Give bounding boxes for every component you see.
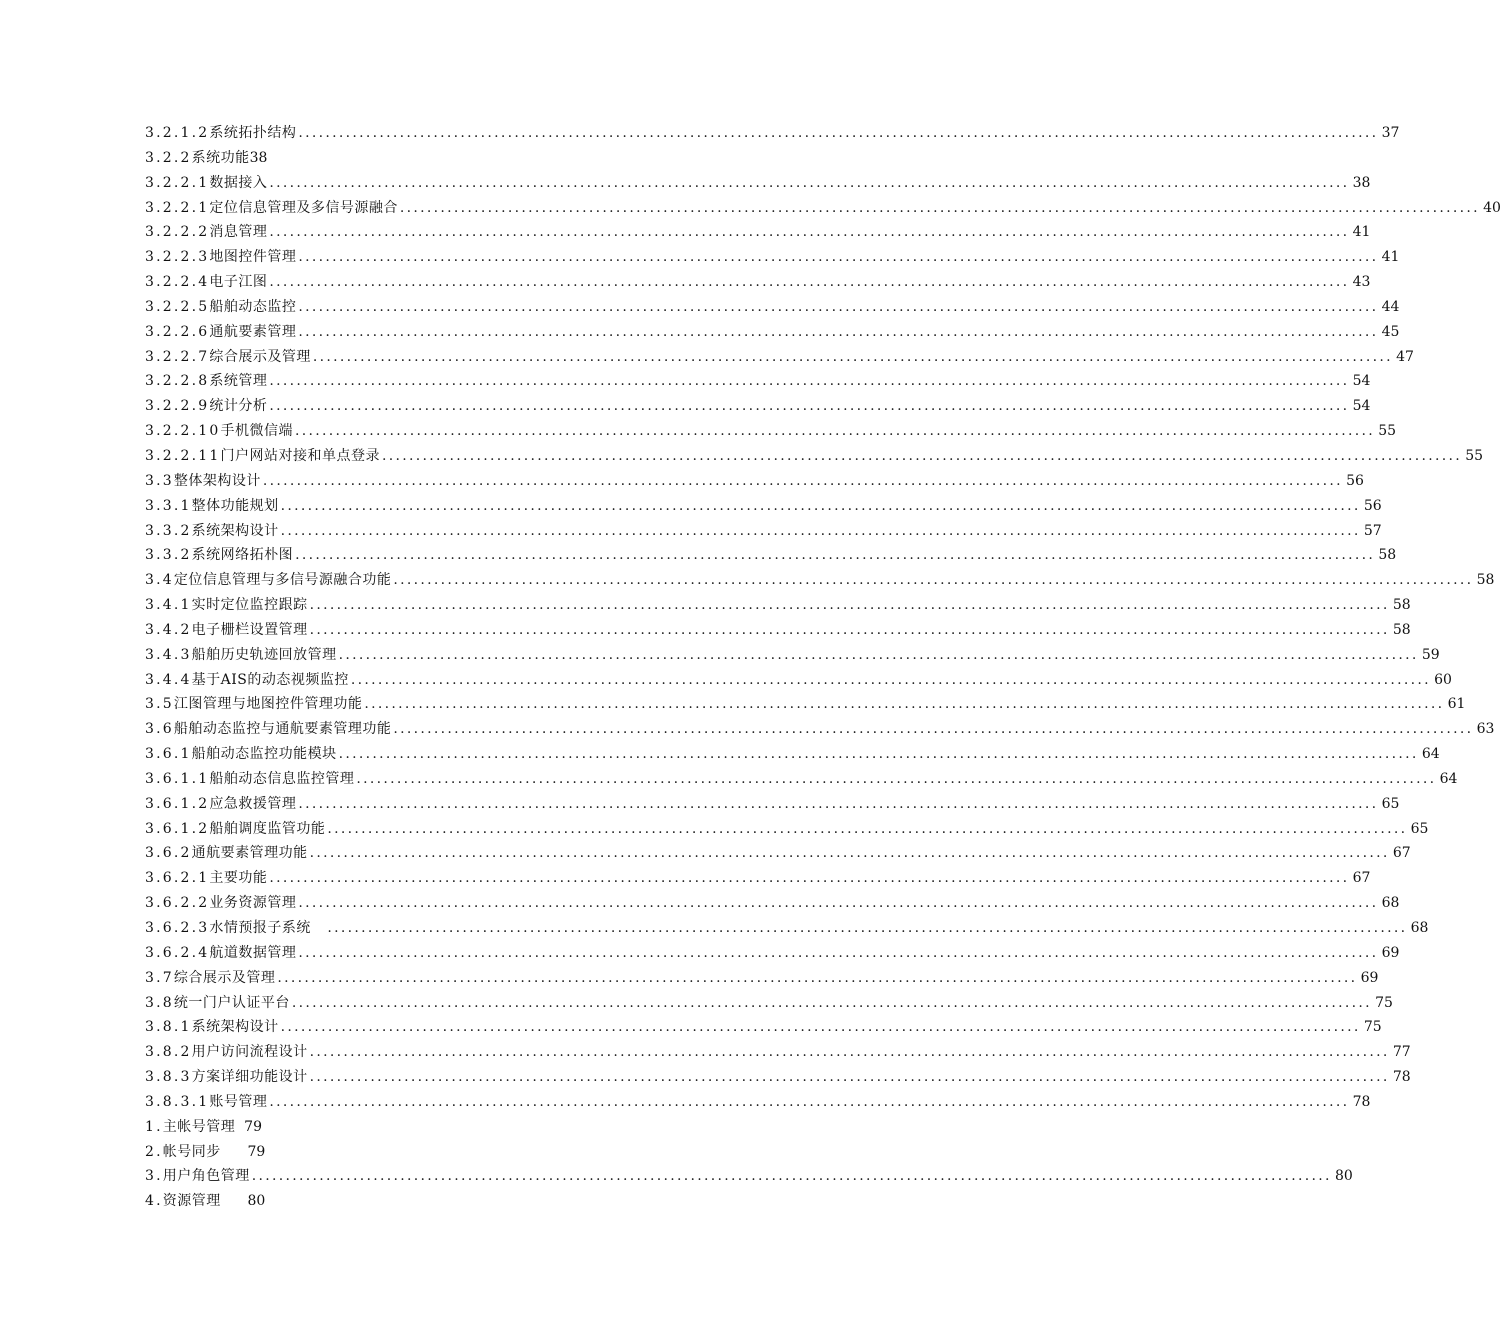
toc-entry[interactable] xyxy=(145,991,1393,1016)
toc-entry-number: 3.3.2 xyxy=(145,522,192,539)
toc-entry-page: 79 xyxy=(244,1118,262,1135)
toc-entry-title: 船舶动态监控 xyxy=(209,298,297,315)
toc-dot-leader: ................................................................................................................................................................ xyxy=(280,522,1361,539)
toc-entry-title: 航道数据管理 xyxy=(209,944,297,961)
toc-entry[interactable] xyxy=(145,469,1364,494)
toc-entry-page: 44 xyxy=(1381,298,1400,315)
toc-entry-title: 整体架构设计 xyxy=(173,472,261,489)
toc-dot-leader: ................................................................................................................................................................ xyxy=(298,125,1379,141)
toc-entry-number: 3.8.1 xyxy=(145,1019,192,1036)
toc-entry-page: 38 xyxy=(249,149,268,166)
toc-entry-number: 3.2.2.2 xyxy=(145,224,210,241)
toc-entry-page: 56 xyxy=(1363,497,1382,514)
toc-dot-leader: ................................................................................................................................................................ xyxy=(309,621,1390,638)
toc-entry-number: 3.2.2 xyxy=(145,149,192,166)
toc-entry-number: 3.6 xyxy=(145,721,174,738)
toc-entry-title: 方案详细功能设计 xyxy=(191,1069,308,1086)
toc-entry-title: 统计分析 xyxy=(209,398,268,415)
table-of-contents xyxy=(145,121,1501,1214)
toc-entry-page: 75 xyxy=(1363,1019,1382,1036)
toc-dot-leader: ................................................................................................................................................................ xyxy=(262,472,1343,489)
toc-dot-leader: ................................................................................................................................................................ xyxy=(269,870,1350,887)
toc-dot-leader: ................................................................................................................................................................ xyxy=(280,497,1361,514)
toc-dot-leader: ................................................................................................................................................................ xyxy=(364,696,1445,713)
toc-entry-title: 主要功能 xyxy=(209,870,268,887)
toc-entry-page: 57 xyxy=(1363,522,1382,539)
toc-entry-page: 43 xyxy=(1352,274,1371,291)
toc-entry-title: 业务资源管理 xyxy=(209,895,297,912)
toc-entry-title: 手机微信端 xyxy=(220,423,293,440)
toc-entry-gap xyxy=(221,1140,248,1165)
toc-entry[interactable] xyxy=(145,1164,1353,1189)
toc-entry-title: 船舶动态信息监控管理 xyxy=(209,770,355,787)
toc-entry-number: 3.8.2 xyxy=(145,1044,192,1061)
toc-entry-page: 60 xyxy=(1434,671,1452,688)
toc-entry-number: 3.4.4 xyxy=(145,671,192,688)
toc-entry-page: 47 xyxy=(1396,348,1414,365)
toc-dot-leader: ................................................................................................................................................................ xyxy=(393,572,1474,589)
toc-entry[interactable] xyxy=(145,345,1414,370)
toc-entry[interactable] xyxy=(145,742,1440,767)
toc-entry-number: 3.2.2.9 xyxy=(145,398,210,415)
toc-dot-leader: ................................................................................................................................................................ xyxy=(298,795,1379,812)
toc-entry[interactable] xyxy=(145,369,1371,394)
toc-entry[interactable] xyxy=(145,866,1371,891)
toc-dot-leader: ................................................................................................................................................................ xyxy=(251,1168,1332,1185)
toc-entry-title: 消息管理 xyxy=(209,224,268,241)
toc-entry-page: 61 xyxy=(1447,696,1466,713)
toc-dot-leader: ................................................................................................................................................................ xyxy=(393,721,1474,738)
toc-entry-title: 定位信息管理及多信号源融合 xyxy=(209,199,398,216)
toc-entry[interactable] xyxy=(145,270,1371,295)
toc-entry[interactable] xyxy=(145,320,1400,345)
toc-entry-title: 通航要素管理 xyxy=(209,323,297,340)
toc-entry-number: 3.2.2.8 xyxy=(145,373,210,390)
toc-entry-page: 54 xyxy=(1352,373,1371,390)
toc-entry-page: 37 xyxy=(1381,125,1400,141)
toc-entry-number: 2. xyxy=(145,1143,163,1160)
toc-entry-page: 58 xyxy=(1476,572,1495,589)
toc-dot-leader: ................................................................................................................................................................ xyxy=(269,398,1350,415)
toc-entry[interactable] xyxy=(145,941,1400,966)
toc-entry-number: 3.5 xyxy=(145,696,174,713)
toc-entry-page: 54 xyxy=(1352,398,1371,415)
toc-entry[interactable] xyxy=(145,717,1495,742)
toc-entry-title: 门户网站对接和单点登录 xyxy=(220,447,380,464)
toc-dot-leader: ................................................................................................................................................................ xyxy=(269,174,1350,191)
toc-dot-leader: ................................................................................................................................................................ xyxy=(350,671,1431,688)
toc-entry-page: 64 xyxy=(1439,770,1458,787)
toc-entry[interactable] xyxy=(145,220,1371,245)
toc-entry-number: 3.4.3 xyxy=(145,646,192,663)
toc-entry-number: 3.8 xyxy=(145,994,174,1011)
toc-entry-page: 45 xyxy=(1381,323,1400,340)
toc-entry[interactable] xyxy=(145,618,1411,643)
toc-entry[interactable] xyxy=(145,121,1400,146)
toc-dot-leader: ................................................................................................................................................................ xyxy=(309,845,1390,862)
toc-entry-title: 船舶历史轨迹回放管理 xyxy=(191,646,337,663)
toc-dot-leader: ................................................................................................................................................................ xyxy=(269,373,1350,390)
toc-entry-title: 实时定位监控跟踪 xyxy=(191,597,308,614)
toc-entry-number: 3.6.2 xyxy=(145,845,192,862)
toc-entry[interactable] xyxy=(145,196,1501,221)
toc-entry-title: 船舶动态监控功能模块 xyxy=(191,746,337,763)
toc-entry[interactable] xyxy=(145,891,1400,916)
toc-entry-number: 3.6.1.2 xyxy=(145,795,210,812)
toc-entry-page: 56 xyxy=(1346,472,1364,489)
toc-entry-number: 3.2.2.10 xyxy=(145,423,221,440)
toc-entry-title: 用户访问流程设计 xyxy=(191,1044,308,1061)
toc-entry-page: 80 xyxy=(247,1193,266,1210)
toc-entry-number: 3.2.2.3 xyxy=(145,249,210,266)
toc-dot-leader: ................................................................................................................................................................ xyxy=(382,447,1463,464)
toc-entry-title: 水情预报子系统 xyxy=(209,920,326,936)
toc-entry-number: 3.6.1.2 xyxy=(145,820,210,837)
toc-entry-page: 68 xyxy=(1381,895,1400,912)
toc-entry-title: 用户角色管理 xyxy=(162,1168,250,1185)
toc-entry[interactable] xyxy=(145,966,1379,991)
toc-entry-page: 69 xyxy=(1381,944,1400,961)
toc-entry[interactable] xyxy=(145,643,1440,668)
toc-entry-number: 3.2.2.4 xyxy=(145,274,210,291)
toc-entry-title: 资源管理 xyxy=(162,1193,221,1210)
toc-entry-number: 3.3.1 xyxy=(145,497,192,514)
toc-entry-number: 3.4 xyxy=(145,572,174,589)
toc-entry-number: 3.2.1.2 xyxy=(145,125,210,141)
toc-entry[interactable] xyxy=(145,1189,809,1214)
toc-entry-page: 78 xyxy=(1392,1069,1411,1086)
toc-entry[interactable] xyxy=(145,543,1397,568)
toc-entry-title: 地图控件管理 xyxy=(209,249,297,266)
toc-entry-title: 电子江图 xyxy=(209,274,268,291)
toc-entry-page: 63 xyxy=(1476,721,1495,738)
toc-dot-leader: ................................................................................................................................................................ xyxy=(295,423,1376,440)
toc-entry-number: 3.6.2.2 xyxy=(145,895,210,912)
toc-entry[interactable] xyxy=(145,419,1397,444)
toc-entry-title: 账号管理 xyxy=(209,1093,268,1110)
toc-entry-page: 79 xyxy=(247,1143,266,1160)
toc-entry-number: 3.2.2.5 xyxy=(145,298,210,315)
toc-entry-title: 统一门户认证平台 xyxy=(173,994,290,1011)
toc-entry-page: 67 xyxy=(1392,845,1411,862)
toc-dot-leader: ................................................................................................................................................................ xyxy=(309,1069,1390,1086)
toc-entry-title: 电子栅栏设置管理 xyxy=(191,621,308,638)
toc-dot-leader: ................................................................................................................................................................ xyxy=(312,348,1393,365)
toc-entry-gap xyxy=(221,1189,248,1214)
toc-entry-page: 41 xyxy=(1352,224,1371,241)
toc-entry-title: 江图管理与地图控件管理功能 xyxy=(173,696,363,713)
toc-dot-leader: ................................................................................................................................................................ xyxy=(327,920,1408,936)
toc-entry-page: 78 xyxy=(1352,1093,1371,1110)
toc-entry-title: 通航要素管理功能 xyxy=(191,845,308,862)
toc-entry-number: 3.2.2.1 xyxy=(145,199,210,216)
toc-entry[interactable] xyxy=(145,792,1400,817)
toc-dot-leader: ................................................................................................................................................................ xyxy=(338,646,1419,663)
toc-entry-number: 3.4.1 xyxy=(145,597,192,614)
toc-entry-title: 整体功能规划 xyxy=(191,497,279,514)
toc-entry-number: 3.3.2 xyxy=(145,547,192,564)
toc-entry-page: 59 xyxy=(1421,646,1440,663)
toc-entry-title: 系统拓扑结构 xyxy=(209,125,297,141)
toc-entry[interactable] xyxy=(145,1090,1371,1115)
toc-entry[interactable] xyxy=(145,692,1466,717)
toc-entry-number: 3.4.2 xyxy=(145,621,192,638)
toc-entry-page: 65 xyxy=(1381,795,1400,812)
toc-entry[interactable] xyxy=(145,593,1411,618)
toc-entry[interactable] xyxy=(145,245,1400,270)
toc-entry-number: 3.2.2.6 xyxy=(145,323,210,340)
toc-entry[interactable] xyxy=(145,1065,1411,1090)
toc-entry[interactable] xyxy=(145,171,1371,196)
toc-entry-number: 4. xyxy=(145,1193,163,1210)
toc-entry[interactable] xyxy=(145,444,1484,469)
toc-entry-page: 58 xyxy=(1392,597,1411,614)
toc-entry-number: 3.8.3 xyxy=(145,1069,192,1086)
toc-entry-page: 75 xyxy=(1375,994,1393,1011)
toc-dot-leader: ................................................................................................................................................................ xyxy=(309,597,1390,614)
toc-entry-gap xyxy=(235,1115,244,1140)
toc-dot-leader: ................................................................................................................................................................ xyxy=(277,969,1358,986)
toc-entry[interactable] xyxy=(145,916,1429,941)
toc-entry-page: 69 xyxy=(1360,969,1379,986)
toc-entry[interactable] xyxy=(145,767,1458,792)
toc-entry-page: 55 xyxy=(1465,447,1484,464)
toc-entry[interactable] xyxy=(145,1115,809,1140)
toc-entry[interactable] xyxy=(145,1015,1382,1040)
toc-entry-number: 3.6.2.1 xyxy=(145,870,210,887)
toc-entry-page: 40 xyxy=(1483,199,1501,216)
toc-dot-leader: ................................................................................................................................................................ xyxy=(399,199,1480,216)
toc-entry-title: 数据接入 xyxy=(209,174,268,191)
toc-entry-page: 41 xyxy=(1381,249,1400,266)
toc-entry-title: 船舶调度监管功能 xyxy=(209,820,326,837)
toc-dot-leader: ................................................................................................................................................................ xyxy=(338,746,1419,763)
toc-entry-page: 64 xyxy=(1421,746,1440,763)
toc-dot-leader: ................................................................................................................................................................ xyxy=(298,249,1379,266)
toc-entry-page: 58 xyxy=(1392,621,1411,638)
toc-entry-title: 系统网络拓朴图 xyxy=(191,547,294,564)
toc-entry-number: 3.8.3.1 xyxy=(145,1093,210,1110)
toc-dot-leader: ................................................................................................................................................................ xyxy=(298,323,1379,340)
toc-entry-page: 65 xyxy=(1410,820,1429,837)
toc-dot-leader: ................................................................................................................................................................ xyxy=(269,224,1350,241)
toc-entry-number: 3.2.2.11 xyxy=(145,447,221,464)
toc-entry-page: 77 xyxy=(1392,1044,1411,1061)
toc-dot-leader: ................................................................................................................................................................ xyxy=(327,820,1408,837)
toc-dot-leader: ................................................................................................................................................................ xyxy=(269,274,1350,291)
toc-entry-title: 基于AIS的动态视频监控 xyxy=(191,671,349,688)
toc-entry-page: 55 xyxy=(1378,423,1397,440)
toc-entry-title: 系统架构设计 xyxy=(191,1019,279,1036)
toc-dot-leader: ................................................................................................................................................................ xyxy=(295,547,1376,564)
toc-entry[interactable] xyxy=(145,668,1452,693)
toc-dot-leader: ................................................................................................................................................................ xyxy=(356,770,1437,787)
toc-entry-title: 定位信息管理与多信号源融合功能 xyxy=(173,572,392,589)
toc-entry-title: 系统架构设计 xyxy=(191,522,279,539)
toc-entry[interactable] xyxy=(145,817,1429,842)
toc-entry[interactable] xyxy=(145,1140,809,1165)
toc-entry-number: 3.2.2.7 xyxy=(145,348,210,365)
toc-entry[interactable] xyxy=(145,519,1382,544)
toc-entry-title: 综合展示及管理 xyxy=(209,348,311,365)
toc-entry-number: 3.6.1.1 xyxy=(145,770,210,787)
toc-entry-title: 系统功能 xyxy=(191,149,250,166)
toc-dot-leader: ................................................................................................................................................................ xyxy=(309,1044,1390,1061)
toc-entry-page: 67 xyxy=(1352,870,1371,887)
toc-entry-title: 船舶动态监控与通航要素管理功能 xyxy=(173,721,392,738)
toc-entry-number: 1. xyxy=(145,1118,163,1135)
toc-entry[interactable] xyxy=(145,841,1411,866)
toc-dot-leader: ................................................................................................................................................................ xyxy=(269,1093,1350,1110)
toc-entry-page: 68 xyxy=(1410,920,1429,936)
toc-entry-title: 主帐号管理 xyxy=(162,1118,236,1135)
toc-entry-number: 3.3 xyxy=(145,472,174,489)
toc-entry[interactable] xyxy=(145,494,1382,519)
toc-entry-page: 38 xyxy=(1352,174,1371,191)
toc-entry[interactable] xyxy=(145,1040,1411,1065)
toc-entry-page: 58 xyxy=(1378,547,1397,564)
toc-entry[interactable] xyxy=(145,146,809,171)
toc-entry-number: 3.2.2.1 xyxy=(145,174,210,191)
toc-entry[interactable] xyxy=(145,394,1371,419)
toc-entry-number: 3.7 xyxy=(145,969,174,986)
toc-entry-title: 综合展示及管理 xyxy=(173,969,276,986)
toc-entry[interactable] xyxy=(145,295,1400,320)
toc-dot-leader: ................................................................................................................................................................ xyxy=(298,895,1379,912)
toc-entry-number: 3. xyxy=(145,1168,163,1185)
toc-entry-number: 3.6.2.4 xyxy=(145,944,210,961)
toc-entry-number: 3.6.2.3 xyxy=(145,920,210,936)
toc-dot-leader: ................................................................................................................................................................ xyxy=(298,944,1379,961)
toc-dot-leader: ................................................................................................................................................................ xyxy=(291,994,1372,1011)
toc-dot-leader: ................................................................................................................................................................ xyxy=(298,298,1379,315)
toc-entry-title: 帐号同步 xyxy=(162,1143,221,1160)
toc-entry-title: 系统管理 xyxy=(209,373,268,390)
toc-dot-leader: ................................................................................................................................................................ xyxy=(280,1019,1361,1036)
toc-entry[interactable] xyxy=(145,568,1495,593)
toc-entry-page: 80 xyxy=(1334,1168,1353,1185)
toc-entry-title: 应急救援管理 xyxy=(209,795,297,812)
toc-entry-number: 3.6.1 xyxy=(145,746,192,763)
